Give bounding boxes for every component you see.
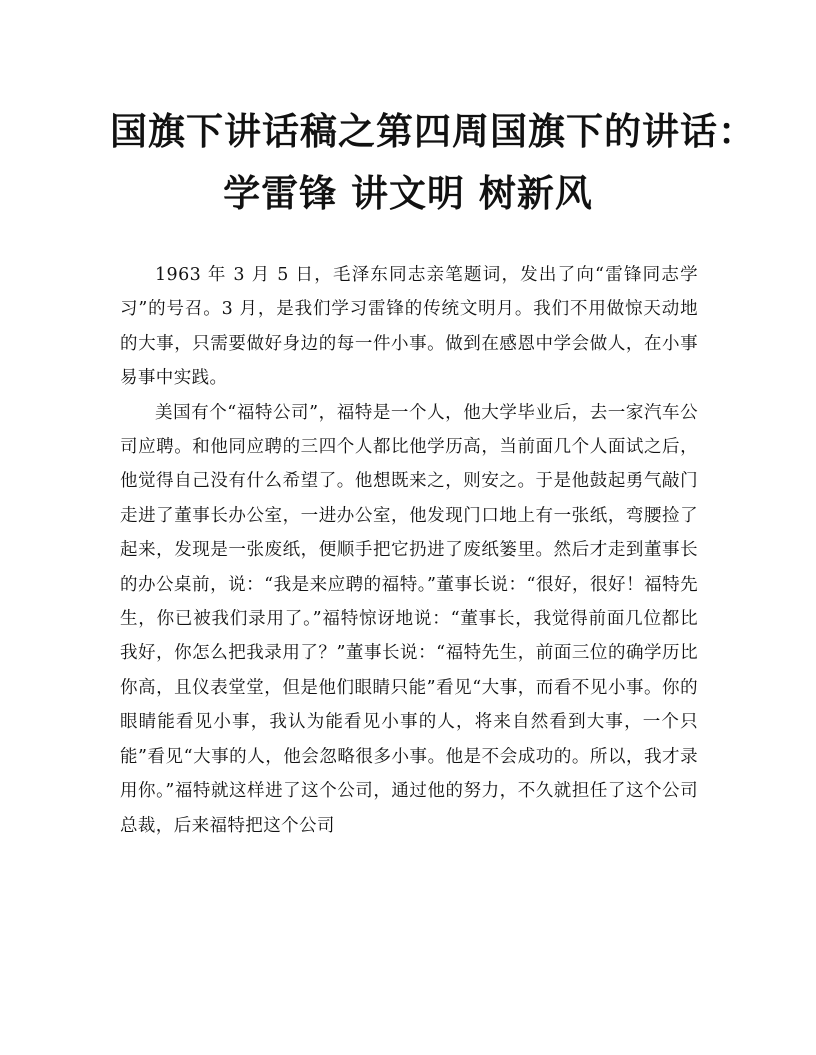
document-title-line-2: 学雷锋 讲文明 树新风 <box>223 171 593 215</box>
document-body <box>120 258 698 843</box>
paragraph-1: 1963 年 3 月 5 日，毛泽东同志亲笔题词，发出了向“雷锋同志学习”的号召。3 月，是我们学习雷锋的传统文明月。我们不用做惊天动地的大事，只需要做好身边的每一件小事。做到在感恩中学会做人，在小事易事中实践。 <box>120 265 698 389</box>
paragraph-2: 美国有个“福特公司”，福特是一个人，他大学毕业后，去一家汽车公司应聘。和他同应聘的三四个人都比他学历高，当前面几个人面试之后，他觉得自己没有什么希望了。他想既来之，则安之。于是他鼓起勇气敲门走进了董事长办公室，一进办公室，他发现门口地上有一张纸，弯腰捡了起来，发现是一张废纸，便顺手把它扔进了废纸篓里。然后才走到董事长的办公桌前，说：“我是来应聘的福特。”董事长说：“很好，很好！福特先生，你已被我们录用了。”福特惊讶地说：“董事长，我觉得前面几位都比我好，你怎么把我录用了？”董事长说：“福特先生，前面三位的确学历比你高，且仪表堂堂，但是他们眼睛只能”看见“大事，而看不见小事。你的眼睛能看见小事，我认为能看见小事的人，将来自然看到大事，一个只能”看见“大事的人，他会忽略很多小事。他是不会成功的。所以，我才录用你。”福特就这样进了这个公司，通过他的努力，不久就担任了这个公司总裁，后来福特把这个公司 <box>120 402 698 836</box>
document-title-line-1: 国旗下讲话稿之第四周国旗下的讲话： <box>110 109 756 153</box>
